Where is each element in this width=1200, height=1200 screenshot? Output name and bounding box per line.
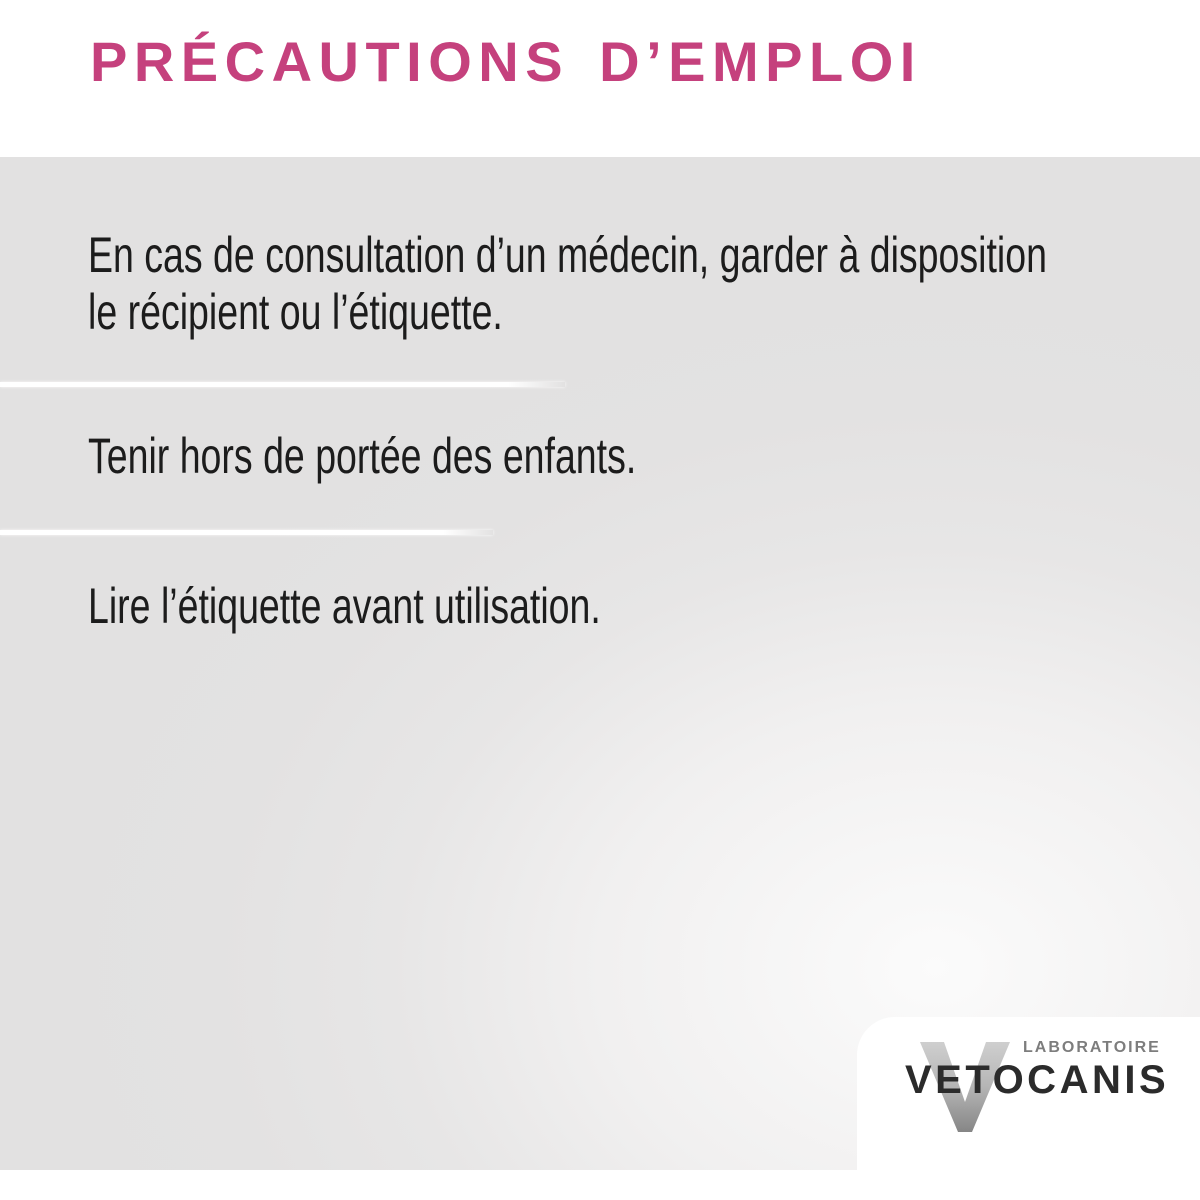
divider-line [0, 382, 565, 387]
precaution-line: le récipient ou l’étiquette. [88, 284, 503, 340]
precaution-item-medecin [88, 227, 1047, 341]
vetocanis-logo [857, 1017, 1200, 1200]
divider-line [0, 530, 493, 535]
precaution-line: Tenir hors de portée des enfants. [88, 428, 637, 484]
logo-laboratoire-label: LABORATOIRE [1023, 1039, 1161, 1056]
header-band [0, 0, 1200, 157]
precaution-line: Lire l’étiquette avant utilisation. [88, 578, 601, 634]
page-title: PRÉCAUTIONS D’EMPLOI [90, 30, 922, 93]
precaution-item-etiquette [88, 578, 601, 635]
logo-brand-label: VETOCANIS [905, 1058, 1170, 1102]
precaution-line: En cas de consultation d’un médecin, garder à disposition [88, 227, 1047, 283]
precaution-item-enfants [88, 428, 636, 485]
